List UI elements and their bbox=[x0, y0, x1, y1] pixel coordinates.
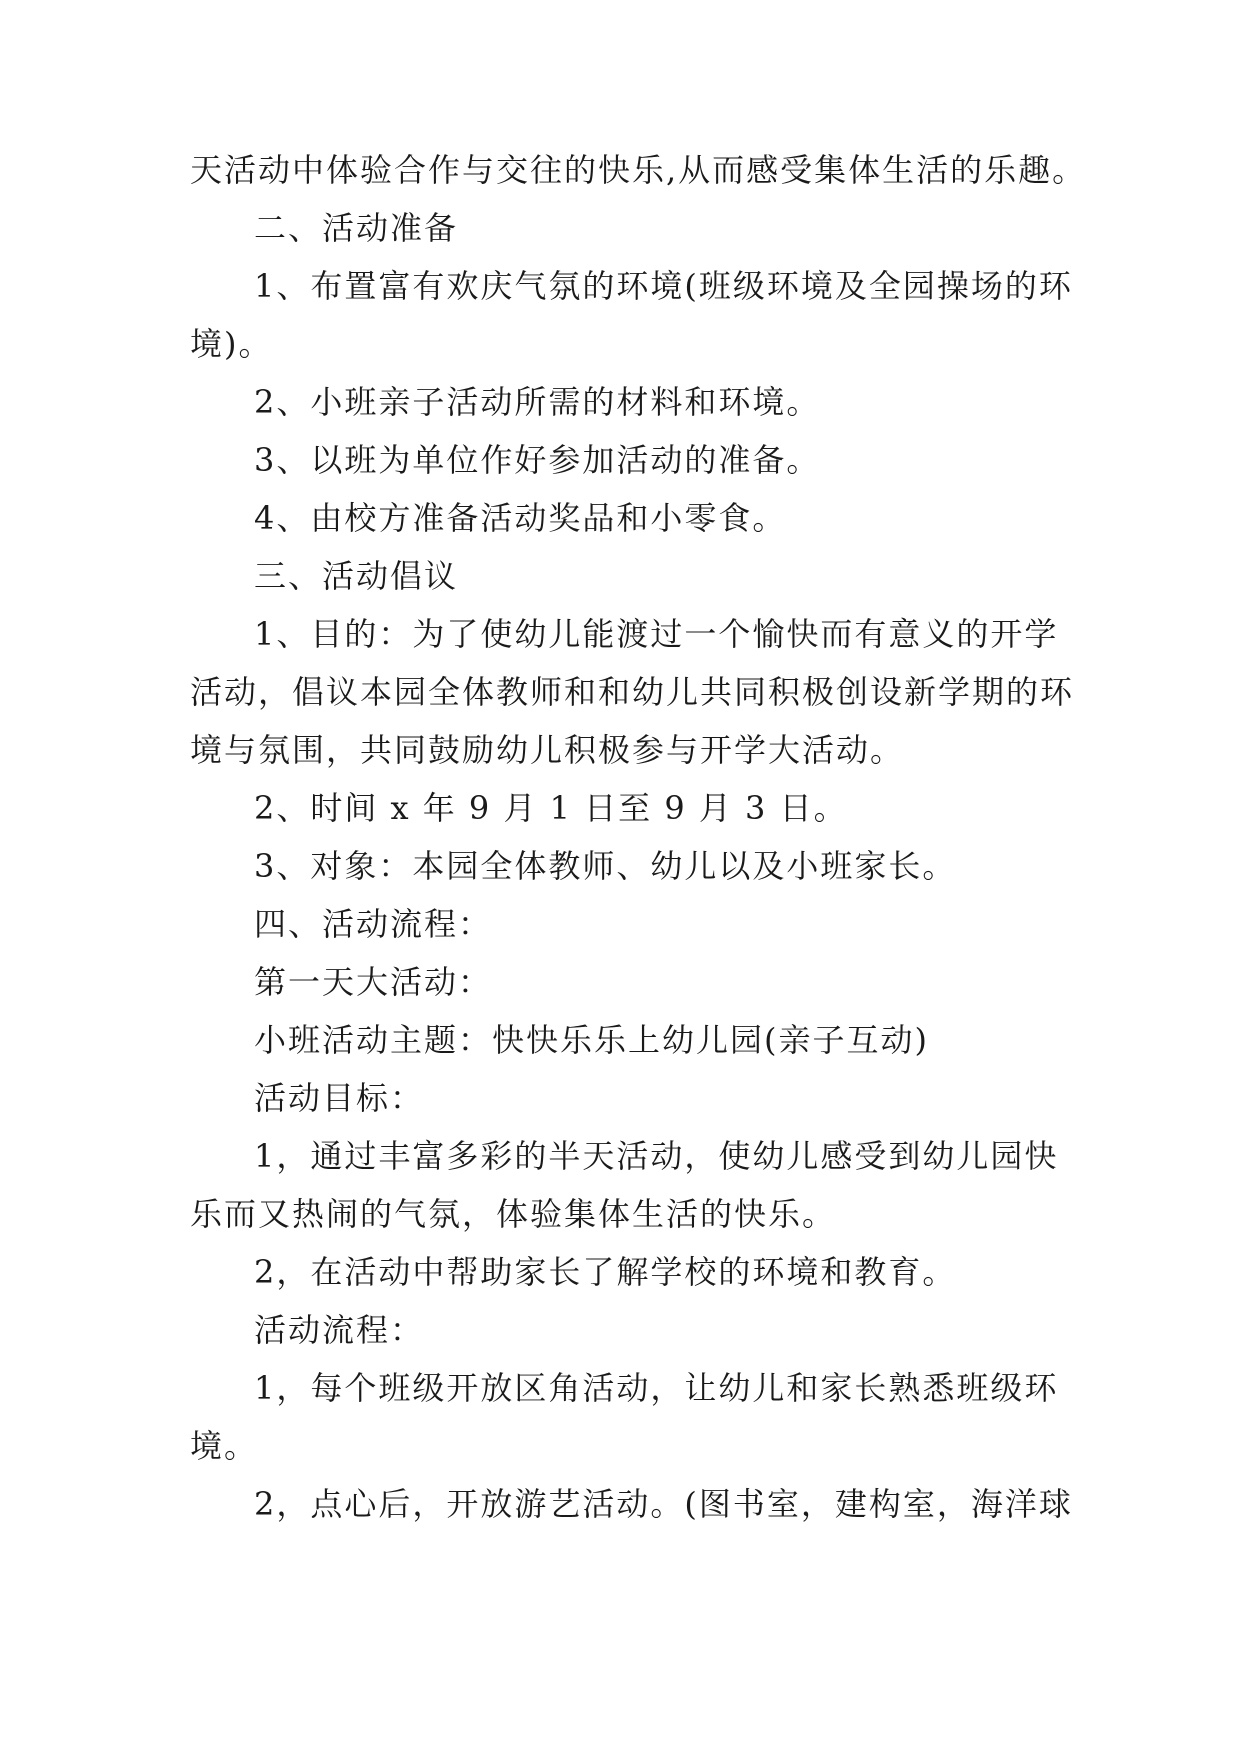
text-line: 2，在活动中帮助家长了解学校的环境和教育。 bbox=[254, 1253, 957, 1291]
text-line: 活动目标： bbox=[254, 1079, 425, 1117]
text-line: 境与氛围，共同鼓励幼儿积极参与开学大活动。 bbox=[190, 731, 905, 769]
text-line: 境。 bbox=[190, 1427, 259, 1465]
text-line: 活动，倡议本园全体教师和和幼儿共同积极创设新学期的环 bbox=[190, 673, 1075, 711]
section-heading: 二、活动准备 bbox=[254, 209, 459, 247]
section-heading: 四、活动流程： bbox=[254, 905, 493, 943]
section-heading: 三、活动倡议 bbox=[254, 557, 459, 595]
text-line: 天活动中体验合作与交往的快乐,从而感受集体生活的乐趣。 bbox=[190, 151, 1087, 189]
text-line: 活动流程： bbox=[254, 1311, 425, 1349]
text-line: 小班活动主题：快快乐乐上幼儿园(亲子互动) bbox=[254, 1021, 929, 1059]
text-line: 3、对象：本园全体教师、幼儿以及小班家长。 bbox=[254, 847, 957, 885]
text-line: 2、时间 x 年 9 月 1 日至 9 月 3 日。 bbox=[254, 789, 848, 827]
text-line: 1、目的：为了使幼儿能渡过一个愉快而有意义的开学 bbox=[254, 615, 1059, 653]
text-line: 第一天大活动： bbox=[254, 963, 493, 1001]
text-line: 1，通过丰富多彩的半天活动，使幼儿感受到幼儿园快 bbox=[254, 1137, 1059, 1175]
text-line: 乐而又热闹的气氛，体验集体生活的快乐。 bbox=[190, 1195, 837, 1233]
text-line: 3、以班为单位作好参加活动的准备。 bbox=[254, 441, 821, 479]
text-line: 1、布置富有欢庆气氛的环境(班级环境及全园操场的环 bbox=[254, 267, 1073, 305]
text-line: 1，每个班级开放区角活动，让幼儿和家长熟悉班级环 bbox=[254, 1369, 1059, 1407]
text-line: 境)。 bbox=[190, 325, 273, 363]
text-line: 4、由校方准备活动奖品和小零食。 bbox=[254, 499, 787, 537]
text-line: 2，点心后，开放游艺活动。(图书室，建构室，海洋球 bbox=[254, 1485, 1073, 1523]
text-line: 2、小班亲子活动所需的材料和环境。 bbox=[254, 383, 821, 421]
